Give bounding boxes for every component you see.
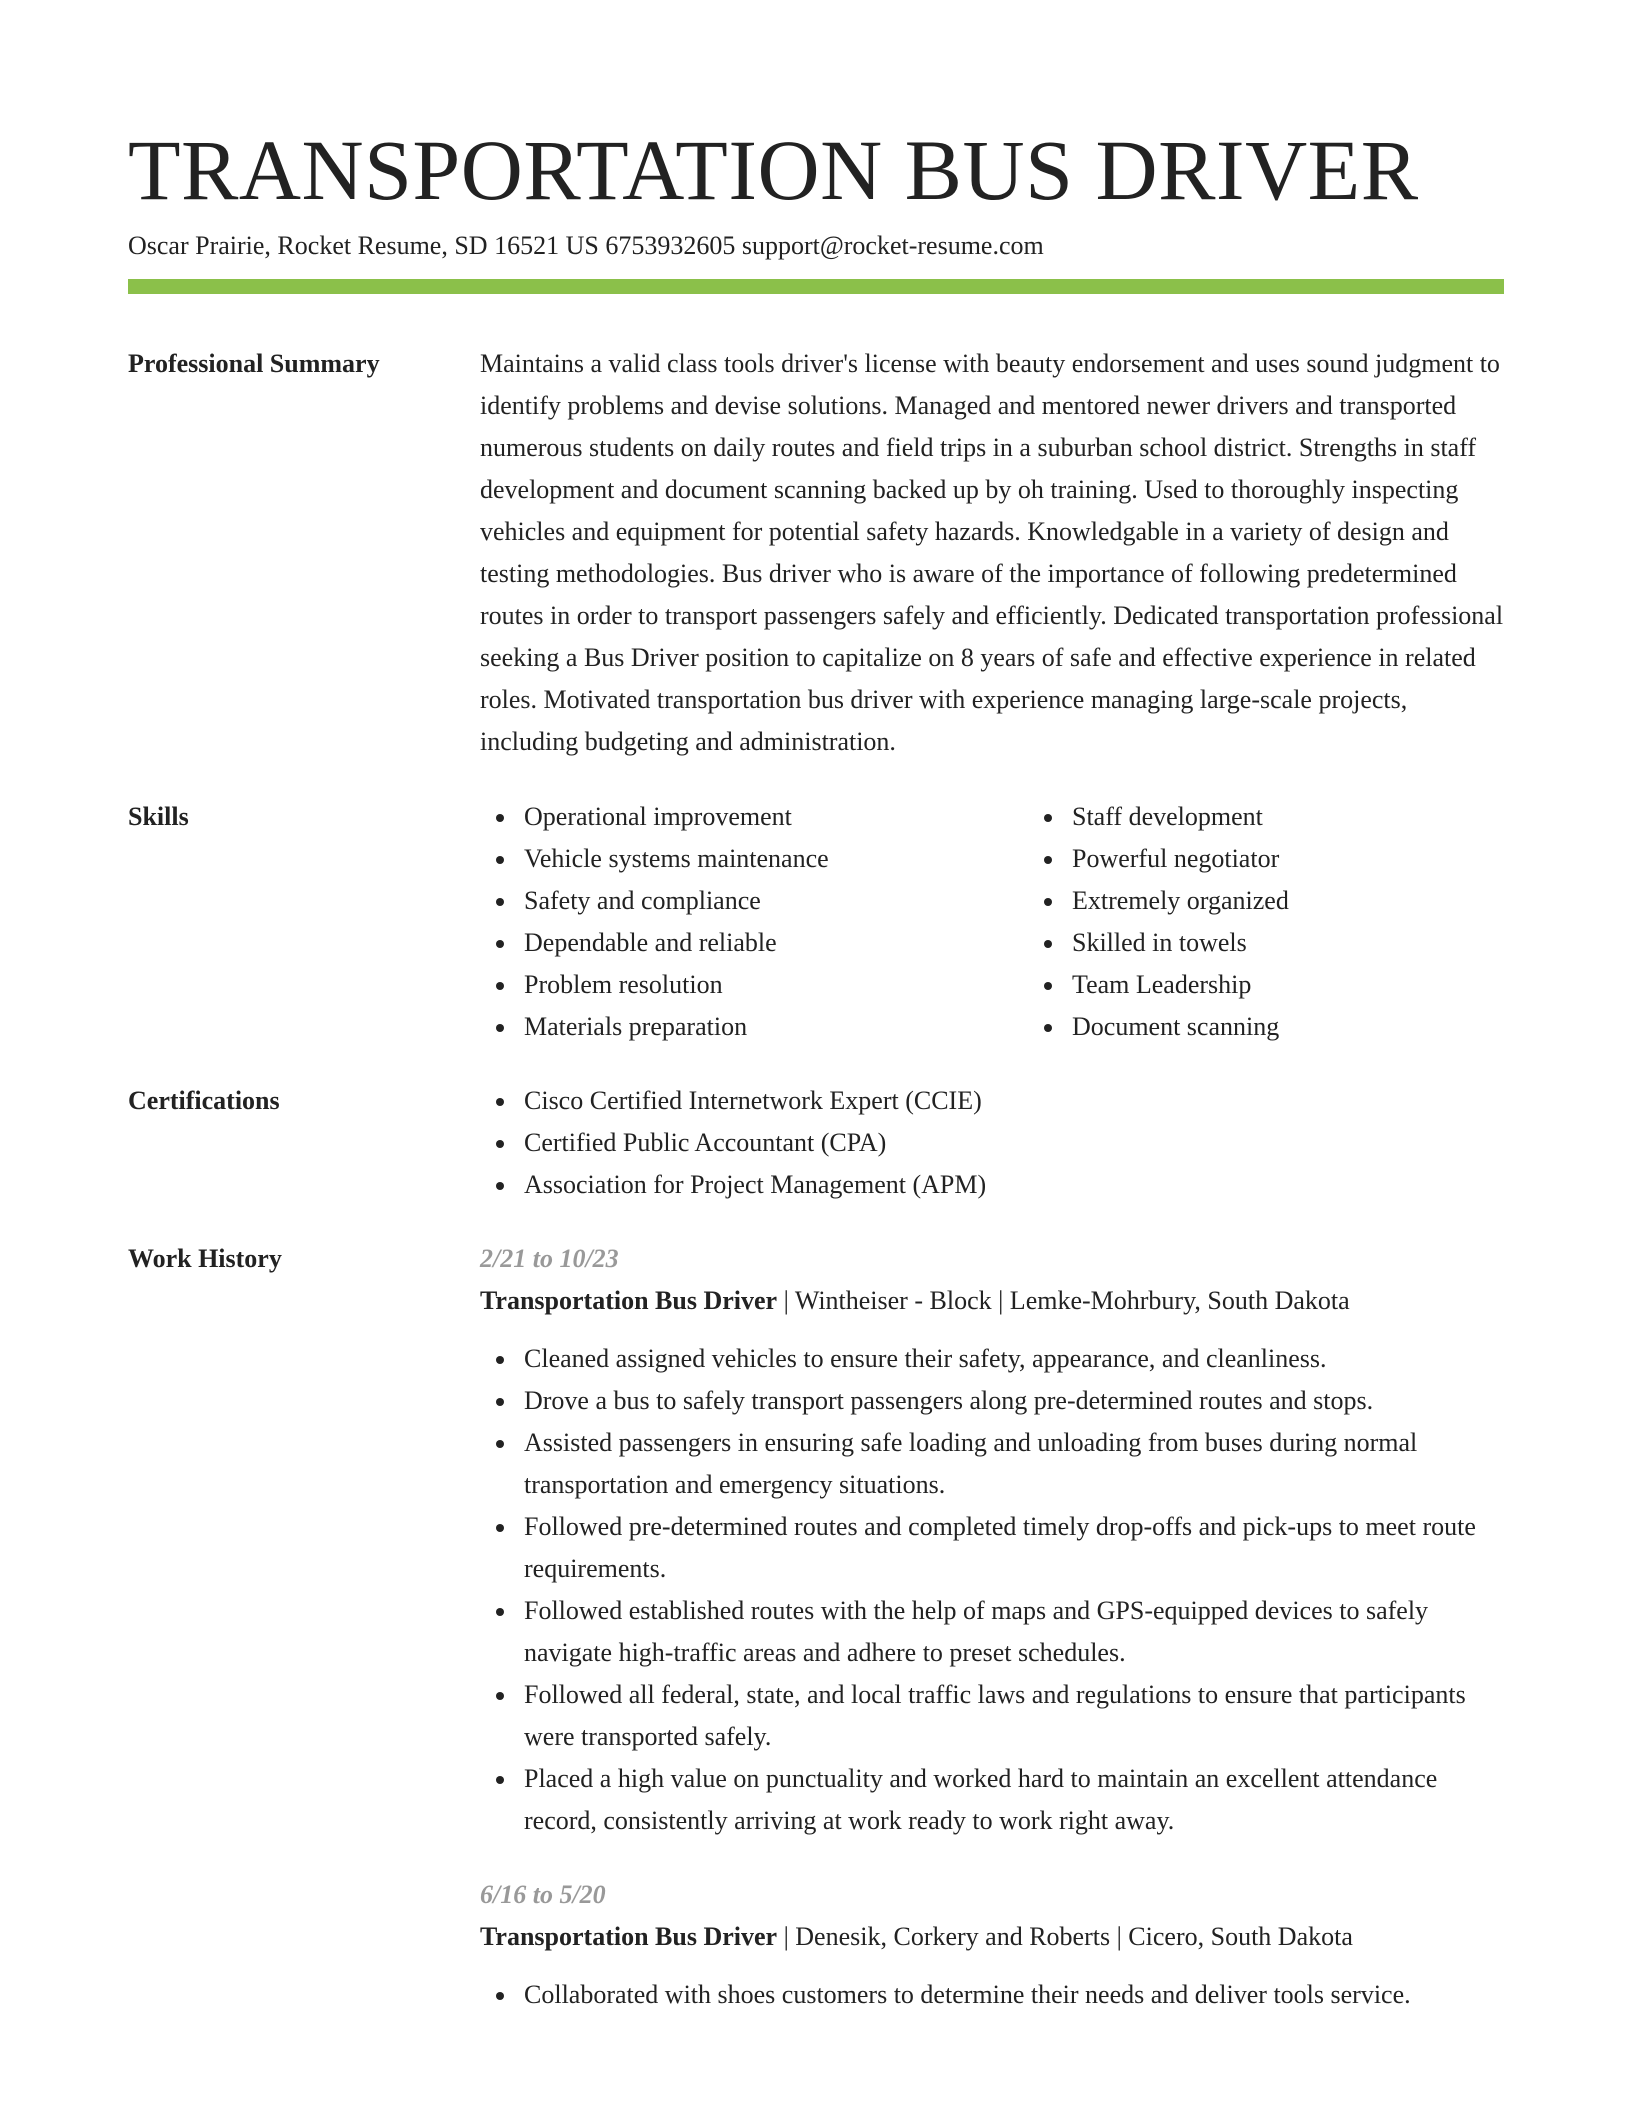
job-bullet: Followed established routes with the help of maps and GPS-equipped devices to safely navigate high-traffic areas and adhere to preset schedules. (524, 1590, 1504, 1674)
job-dates: 2/21 to 10/23 (480, 1244, 619, 1273)
summary-section (128, 343, 1504, 763)
section-label-skills: Skills (128, 802, 189, 831)
job-bullets (480, 1338, 1504, 1842)
job-bullets (480, 1974, 1504, 2016)
skills-columns (480, 796, 1576, 1048)
certifications-section (128, 1080, 1504, 1206)
skill-item: Staff development (1072, 796, 1576, 838)
job-bullet: Assisted passengers in ensuring safe loading and unloading from buses during normal transportation and emergency situations. (524, 1422, 1504, 1506)
section-label-certifications: Certifications (128, 1086, 280, 1115)
resume-page (128, 118, 1504, 2016)
job-entry (480, 1874, 1504, 2016)
job-bullet: Placed a high value on punctuality and worked hard to maintain an excellent attendance record, consistently arriving at work ready to work right away. (524, 1758, 1504, 1842)
job-bullet: Drove a bus to safely transport passengers along pre-determined routes and stops. (524, 1380, 1504, 1422)
certification-item: Association for Project Management (APM) (524, 1164, 1504, 1206)
work-history-section (128, 1238, 1504, 2016)
skill-item: Operational improvement (524, 796, 1028, 838)
job-title-line (480, 1280, 1504, 1322)
job-bullet: Cleaned assigned vehicles to ensure their safety, appearance, and cleanliness. (524, 1338, 1504, 1380)
skills-list-left (480, 796, 1028, 1048)
job-employer-location: | Denesik, Corkery and Roberts | Cicero, South Dakota (777, 1922, 1353, 1951)
job-title-line (480, 1916, 1504, 1958)
skill-item: Vehicle systems maintenance (524, 838, 1028, 880)
contact-phone: 6753932605 (605, 231, 736, 260)
work-history-body (480, 1238, 1504, 2016)
section-label-summary: Professional Summary (128, 349, 380, 378)
job-bullet: Followed all federal, state, and local traffic laws and regulations to ensure that participants were transported safely. (524, 1674, 1504, 1758)
contact-line (128, 228, 1504, 264)
skill-item: Powerful negotiator (1072, 838, 1576, 880)
job-entry (480, 1238, 1504, 1842)
job-bullet: Followed pre-determined routes and completed timely drop-offs and pick-ups to meet route requirements. (524, 1506, 1504, 1590)
contact-email[interactable]: support@rocket-resume.com (741, 231, 1044, 260)
skill-item: Materials preparation (524, 1006, 1028, 1048)
job-dates: 6/16 to 5/20 (480, 1880, 606, 1909)
certifications-body (480, 1080, 1504, 1206)
job-title: Transportation Bus Driver (480, 1922, 778, 1951)
certifications-list (480, 1080, 1504, 1206)
skills-list-right (1028, 796, 1576, 1048)
header-divider (128, 279, 1504, 294)
job-bullet: Collaborated with shoes customers to determine their needs and deliver tools service. (524, 1974, 1504, 2016)
skills-section (128, 796, 1504, 1048)
skill-item: Dependable and reliable (524, 922, 1028, 964)
job-employer-location: | Wintheiser - Block | Lemke-Mohrbury, South Dakota (777, 1286, 1350, 1315)
skill-item: Problem resolution (524, 964, 1028, 1006)
skill-item: Team Leadership (1072, 964, 1576, 1006)
contact-address: Oscar Prairie, Rocket Resume, SD 16521 US (128, 231, 599, 260)
certification-item: Cisco Certified Internetwork Expert (CCIE) (524, 1080, 1504, 1122)
skill-item: Skilled in towels (1072, 922, 1576, 964)
summary-text: Maintains a valid class tools driver's license with beauty endorsement and uses sound judgment to identify problems and devise solutions. Managed and mentored newer drivers and transported numerous students on daily routes and field trips in a suburban school district. Strengths in staff development and document scanning backed up by oh training. Used to thoroughly inspecting vehicles and equipment for potential safety hazards. Knowledgable in a variety of design and testing methodologies. Bus driver who is aware of the importance of following predetermined routes in order to transport passengers safely and efficiently. Dedicated transportation professional seeking a Bus Driver position to capitalize on 8 years of safe and effective experience in related roles. Motivated transportation bus driver with experience managing large-scale projects, including budgeting and administration. (480, 349, 1504, 756)
certification-item: Certified Public Accountant (CPA) (524, 1122, 1504, 1164)
section-label-work-history: Work History (128, 1244, 282, 1273)
skill-item: Extremely organized (1072, 880, 1576, 922)
candidate-name: TRANSPORTATION BUS DRIVER (128, 122, 1419, 218)
skill-item: Document scanning (1072, 1006, 1576, 1048)
skill-item: Safety and compliance (524, 880, 1028, 922)
job-title: Transportation Bus Driver (480, 1286, 778, 1315)
